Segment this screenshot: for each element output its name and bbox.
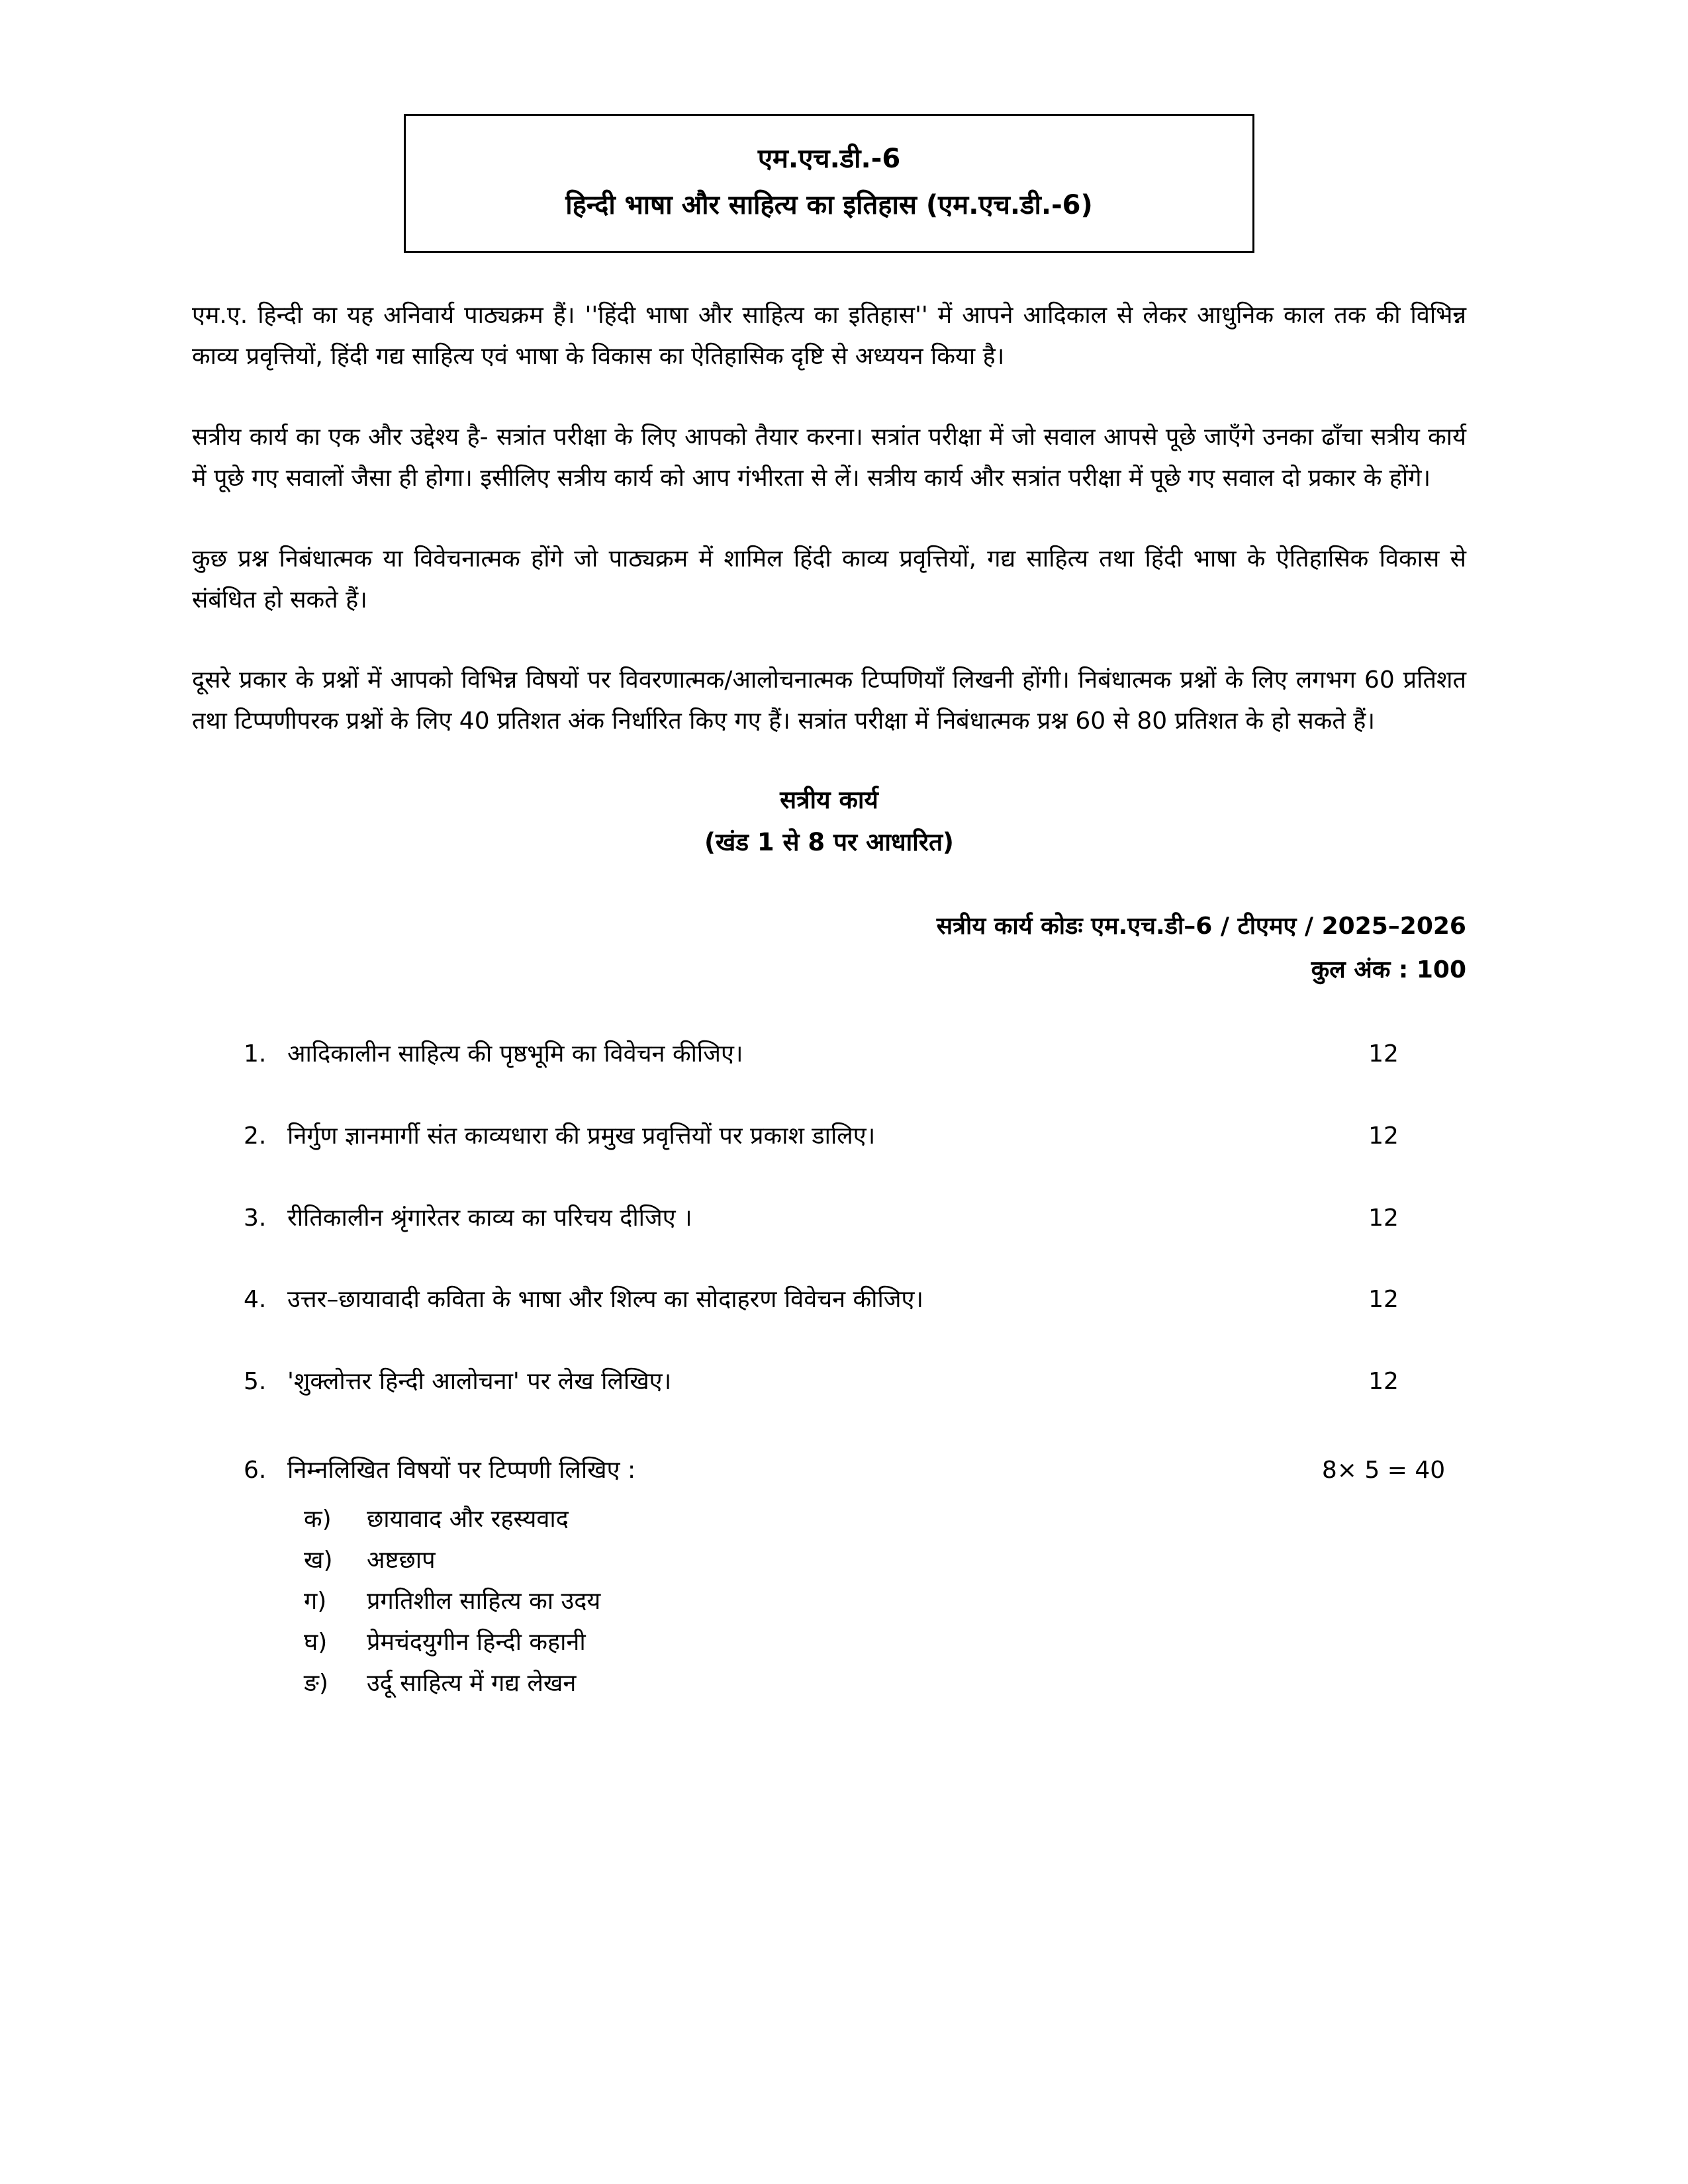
assignment-code-line: सत्रीय कार्य कोडः एम.एच.डी–6 / टीएमए / 2025–2026 [936,912,1466,940]
question-row [192,1279,1466,1320]
essay-questions-paragraph: कुछ प्रश्न निबंधात्मक या विवेचनात्मक होंगे जो पाठ्यक्रम में शामिल हिंदी काव्य प्रवृत्तियों, गद्य साहित्य तथा हिंदी भाषा के ऐतिहासिक विकास से संबंधित हो सकते हैं। [192,545,1466,614]
subtopic-row [304,1581,1466,1622]
subtopic-label: ङ) [304,1669,328,1697]
subtopic-row [304,1540,1466,1581]
assignment-title: सत्रीय कार्य [780,786,878,815]
question-number: 2. [244,1122,267,1150]
purpose-paragraph: सत्रीय कार्य का एक और उद्देश्य है- सत्रांत परीक्षा के लिए आपको तैयार करना। सत्रांत परीक्षा में जो सवाल आपसे पूछे जाएँगे उनका ढाँचा सत्रीय कार्य में पूछे गए सवालों जैसा ही होगा। इसीलिए सत्रीय कार्य को आप गंभीरता से लें। सत्रीय कार्य और सत्रांत परीक्षा में पूछे गए सवाल दो प्रकार के होंगे। [192,423,1466,492]
subtopic-label: घ) [304,1628,328,1656]
question-row [192,1450,1466,1491]
subtopic-row [304,1663,1466,1704]
question-number: 5. [244,1368,267,1396]
question-number: 1. [244,1040,267,1068]
question-marks: 12 [1368,1122,1399,1150]
subtopic-text: छायावाद और रहस्यवाद [367,1506,569,1533]
question-number: 3. [244,1204,267,1232]
subtopic-text: अष्टछाप [367,1547,436,1574]
question-text: 'शुक्लोत्तर हिन्दी आलोचना' पर लेख लिखिए। [287,1368,672,1396]
question-text: आदिकालीन साहित्य की पृष्ठभूमि का विवेचन कीजिए। [287,1040,743,1068]
course-header-box [404,114,1254,253]
question-row [192,1361,1466,1402]
subtopic-row [304,1499,1466,1540]
course-code: एम.एच.डी.-6 [757,144,901,174]
subtopic-text: प्रगतिशील साहित्य का उदय [367,1587,601,1615]
question-text: रीतिकालीन श्रृंगारेतर काव्य का परिचय दीजिए । [287,1204,692,1232]
question-text: उत्तर–छायावादी कविता के भाषा और शिल्प का सोदाहरण विवेचन कीजिए। [287,1286,924,1314]
question-number: 4. [244,1286,267,1314]
question-marks: 12 [1368,1204,1399,1232]
subtopic-label: क) [304,1506,332,1533]
assignment-total-marks: कुल अंक : 100 [1311,956,1466,984]
question-marks: 8× 5 = 40 [1321,1457,1446,1484]
question-text: निम्नलिखित विषयों पर टिप्पणी लिखिए : [287,1457,636,1484]
notes-questions-paragraph: दूसरे प्रकार के प्रश्नों में आपको विभिन्न विषयों पर विवरणात्मक/आलोचनात्मक टिप्पणियाँ लिखनी होंगी। निबंधात्मक प्रश्नों के लिए लगभग 60 प्रतिशत तथा टिप्पणीपरक प्रश्नों के लिए 40 प्रतिशत अंक निर्धारित किए गए हैं। सत्रांत परीक्षा में निबंधात्मक प्रश्न 60 से 80 प्रतिशत के हो सकते हैं। [192,666,1466,735]
question-text: निर्गुण ज्ञानमार्गी संत काव्यधारा की प्रमुख प्रवृत्तियों पर प्रकाश डालिए। [287,1122,876,1150]
assignment-meta [192,905,1466,993]
intro-paragraph: एम.ए. हिन्दी का यह अनिवार्य पाठ्यक्रम हैं। ''हिंदी भाषा और साहित्य का इतिहास'' में आपने आदिकाल से लेकर आधुनिक काल तक की विभिन्न काव्य प्रवृत्तियों, हिंदी गद्य साहित्य एवं भाषा के विकास का ऐतिहासिक दृष्टि से अध्ययन किया है। [192,302,1466,370]
question-row [192,1034,1466,1075]
assignment-subtitle: (खंड 1 से 8 पर आधारित) [704,827,954,856]
subtopic-label: ख) [304,1547,333,1574]
question-list [192,1034,1466,1704]
subtopic-label: ग) [304,1587,327,1615]
assignment-section-heading [192,779,1466,863]
question-row [192,1198,1466,1239]
question-number: 6. [244,1457,267,1484]
subtopic-text: उर्दू साहित्य में गद्य लेखन [367,1669,577,1697]
course-title: हिन्दी भाषा और साहित्य का इतिहास (एम.एच.डी.-6) [565,190,1093,220]
question-marks: 12 [1368,1368,1399,1396]
question-marks: 12 [1368,1040,1399,1068]
subtopic-row [304,1622,1466,1663]
subtopic-text: प्रेमचंदयुगीन हिन्दी कहानी [367,1628,586,1656]
subtopic-list [304,1499,1466,1704]
question-marks: 12 [1368,1286,1399,1314]
question-row [192,1116,1466,1157]
